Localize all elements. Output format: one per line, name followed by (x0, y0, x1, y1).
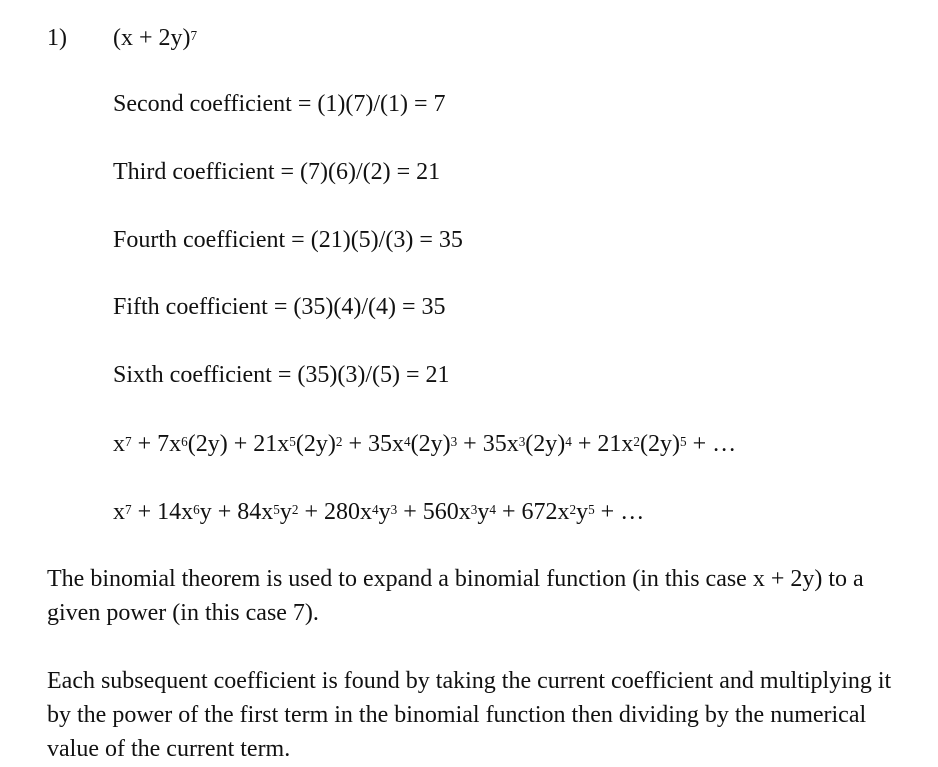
expansion-line-unsimplified (113, 430, 736, 458)
expansion2-text: + … (594, 499, 645, 525)
expression-exponent: 7 (190, 28, 198, 44)
expansion1-text: (2y) (295, 431, 336, 457)
expansion1-exp: 5 (289, 434, 296, 450)
expansion2-text: y (477, 499, 490, 525)
expansion2-exp: 3 (390, 502, 398, 518)
expansion1-text: x (113, 431, 125, 457)
expansion1-exp: 3 (518, 434, 526, 450)
expansion1-text: + 7x (131, 431, 182, 457)
expansion1-exp: 6 (181, 434, 188, 450)
expansion1-text: + … (686, 431, 737, 457)
expansion1-text: (2y) + 21x (187, 431, 290, 457)
expansion2-exp: 4 (372, 502, 379, 518)
expansion1-text: + 35x (457, 431, 519, 457)
expansion2-text: + 560x (397, 499, 471, 525)
expansion2-exp: 7 (125, 502, 132, 518)
expansion2-text: x (113, 499, 125, 525)
expansion2-exp: 2 (569, 502, 577, 518)
expansion1-exp: 2 (633, 434, 641, 450)
explanation-paragraph-1: The binomial theorem is used to expand a binomial function (in this case x + 2y) to a given power (in this case 7). (47, 566, 864, 626)
expansion2-exp: 2 (291, 502, 299, 518)
expansion2-exp: 3 (470, 502, 478, 518)
expression-base: (x + 2y) (113, 25, 191, 51)
expansion1-text: (2y) (640, 431, 680, 457)
expansion2-text: y + 84x (199, 499, 274, 525)
expansion1-exp: 3 (450, 434, 458, 450)
coefficient-line-sixth: Sixth coefficient = (35)(3)/(5) = 21 (113, 362, 450, 388)
expansion2-text: y (279, 499, 292, 525)
expansion2-text: + 672x (495, 499, 570, 525)
explanation-paragraph-2: Each subsequent coefficient is found by taking the current coefficient and multiplying it by the power of the first term in the binomial function then dividing by the numerical value of the current term. (47, 668, 892, 762)
expansion-line-simplified (113, 498, 644, 526)
expansion1-exp: 4 (565, 434, 572, 450)
expansion2-text: + 14x (131, 499, 194, 525)
expansion2-text: y (576, 499, 589, 525)
expansion2-exp: 6 (193, 502, 200, 518)
expansion2-text: y (378, 499, 391, 525)
coefficient-line-fourth: Fourth coefficient = (21)(5)/(3) = 35 (113, 227, 463, 253)
coefficient-line-third: Third coefficient = (7)(6)/(2) = 21 (113, 159, 441, 185)
expansion1-text: + 21x (571, 431, 634, 457)
problem-expression (113, 24, 197, 52)
expansion2-exp: 4 (489, 502, 496, 518)
expansion1-exp: 7 (125, 434, 132, 450)
coefficient-line-second: Second coefficient = (1)(7)/(1) = 7 (113, 91, 446, 117)
expansion1-text: (2y) (410, 431, 451, 457)
expansion2-exp: 5 (273, 502, 280, 518)
expansion1-exp: 4 (403, 434, 411, 450)
expansion1-text: (2y) (525, 431, 566, 457)
expansion2-exp: 5 (588, 502, 595, 518)
expansion1-exp: 2 (335, 434, 343, 450)
problem-number: 1) (47, 25, 67, 51)
expansion2-text: + 280x (298, 499, 373, 525)
expansion1-exp: 5 (680, 434, 687, 450)
expansion1-text: + 35x (342, 431, 404, 457)
coefficient-line-fifth: Fifth coefficient = (35)(4)/(4) = 35 (113, 294, 446, 320)
